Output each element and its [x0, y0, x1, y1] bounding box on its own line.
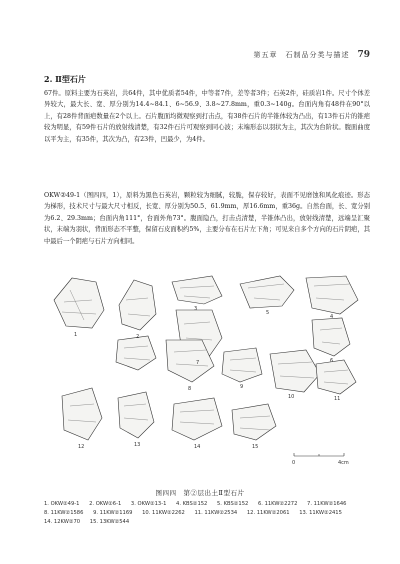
legend-item: 13. 11KW②2415 — [299, 510, 342, 516]
legend-item: 12. 11KW②2061 — [246, 510, 290, 516]
figure-number-14: 14 — [194, 444, 201, 450]
flake-drawing-5 — [240, 276, 294, 308]
flake-drawing-15 — [232, 404, 276, 440]
legend-item: 14. 12KW②70 — [44, 519, 81, 525]
legend-item: 11. 11KW②2534 — [194, 510, 238, 516]
stone-flake-drawings — [44, 270, 370, 485]
legend-item: 5. KBS②152 — [217, 501, 249, 507]
figure-number-3: 3 — [194, 306, 198, 312]
flake-drawing-14 — [172, 398, 222, 440]
figure-number-2: 2 — [136, 334, 140, 340]
figure-number-12: 12 — [78, 444, 85, 450]
flake-drawing-6 — [312, 318, 350, 356]
legend-item: 10. 11KW②2262 — [142, 510, 185, 516]
scale-bar — [294, 453, 344, 456]
figure-number-13: 13 — [134, 442, 141, 448]
figure-number-1: 1 — [74, 332, 78, 338]
flake-drawing-2 — [119, 280, 156, 330]
flake-drawing-10 — [270, 350, 320, 392]
legend-item: 2. OKW②6-1 — [89, 501, 122, 507]
figure-number-6: 6 — [330, 358, 334, 364]
figure-number-4: 4 — [330, 314, 334, 320]
figure-number-15: 15 — [252, 444, 259, 450]
legend-item: 1. OKW②49-1 — [44, 501, 80, 507]
legend-item: 9. 11KW②1169 — [93, 510, 133, 516]
flake-drawing-3 — [172, 276, 222, 304]
figure-legend — [44, 500, 370, 527]
page-number: 79 — [357, 50, 370, 60]
flake-drawing-11 — [316, 360, 356, 394]
figure-number-9: 9 — [240, 384, 244, 390]
figure-caption: 图四四 第②层出土Ⅱ型石片 — [155, 489, 245, 497]
figure-number-11: 11 — [334, 396, 341, 402]
figure-number-7: 7 — [196, 360, 200, 366]
figure-number-8: 8 — [188, 386, 192, 392]
legend-item: 15. 13KW②544 — [89, 519, 130, 525]
legend-item: 4. KBS②152 — [176, 501, 208, 507]
paragraph-summary: 67件。原料主要为石英岩，共64件，其中优质者54件，中等者7件，差等者3件；石英2件，硅质岩1件。尺寸个体差异较大，最大长、宽、厚分别为14.4~84.1、6~56.9、3.8~27.8mm，重0.3~140g。台面内角有48件在90°以上，有28件背面疤数量在2个以上。石片腹面均微观察到打击点，有38件石片的半锥体较为凸出，有13件石片的锥疤较为明显，有59件石片的放射线清楚，有32件石片可观察到同心波；末端形态以羽状为主，其次为台阶状。腹面曲度以平为主，有35件，其次为凸，有23件，凹最少，为4件。 — [44, 90, 370, 143]
artifact-figure — [44, 270, 370, 485]
flake-drawing-12 — [62, 388, 102, 440]
chapter-title: 第五章 石制品分类与描述 — [253, 51, 350, 59]
flake-drawing-13 — [118, 392, 154, 438]
flake-drawing-9 — [222, 348, 262, 382]
legend-item: 6. 11KW②2272 — [257, 501, 298, 507]
flake-drawing-8a — [116, 336, 156, 370]
figure-number-10: 10 — [288, 394, 295, 400]
figure-number-5: 5 — [266, 310, 270, 316]
running-head — [253, 50, 370, 60]
legend-item: 7. 11KW②1646 — [307, 501, 347, 507]
flake-drawing-1 — [54, 278, 104, 328]
legend-item: 8. 11KW②1586 — [44, 510, 84, 516]
legend-item: 3. OKW②13-1 — [130, 501, 167, 507]
paragraph-specimen-description: OKW②49-1（图四四，1），原料为黑色石英岩，颗粒较为细腻，较脆，保存较好，表面不见磨蚀和风化痕迹。形态为梯形，技术尺寸与最大尺寸相反，长宽、厚分别为50.5、61.9mm，厚16.6mm，重36g。自然台面，长、宽分别为6.2、29.3mm；台面内角111°，台面外角73°。腹面隐凸，打击点清楚，半锥体凸出，放射线清楚，远端呈汇聚状，末端为羽状，背面形态不平整，保留石皮面积约5%，主要分布在石片左下角；可见来自多个方向的石片阴疤，其中最后一个阴疤与石片方向相同。 — [44, 192, 370, 245]
scale-end: 4cm — [338, 460, 349, 466]
scale-start: 0 — [292, 460, 296, 466]
section-heading: 2. Ⅱ型石片 — [44, 74, 86, 84]
flake-drawing-4 — [306, 276, 358, 314]
